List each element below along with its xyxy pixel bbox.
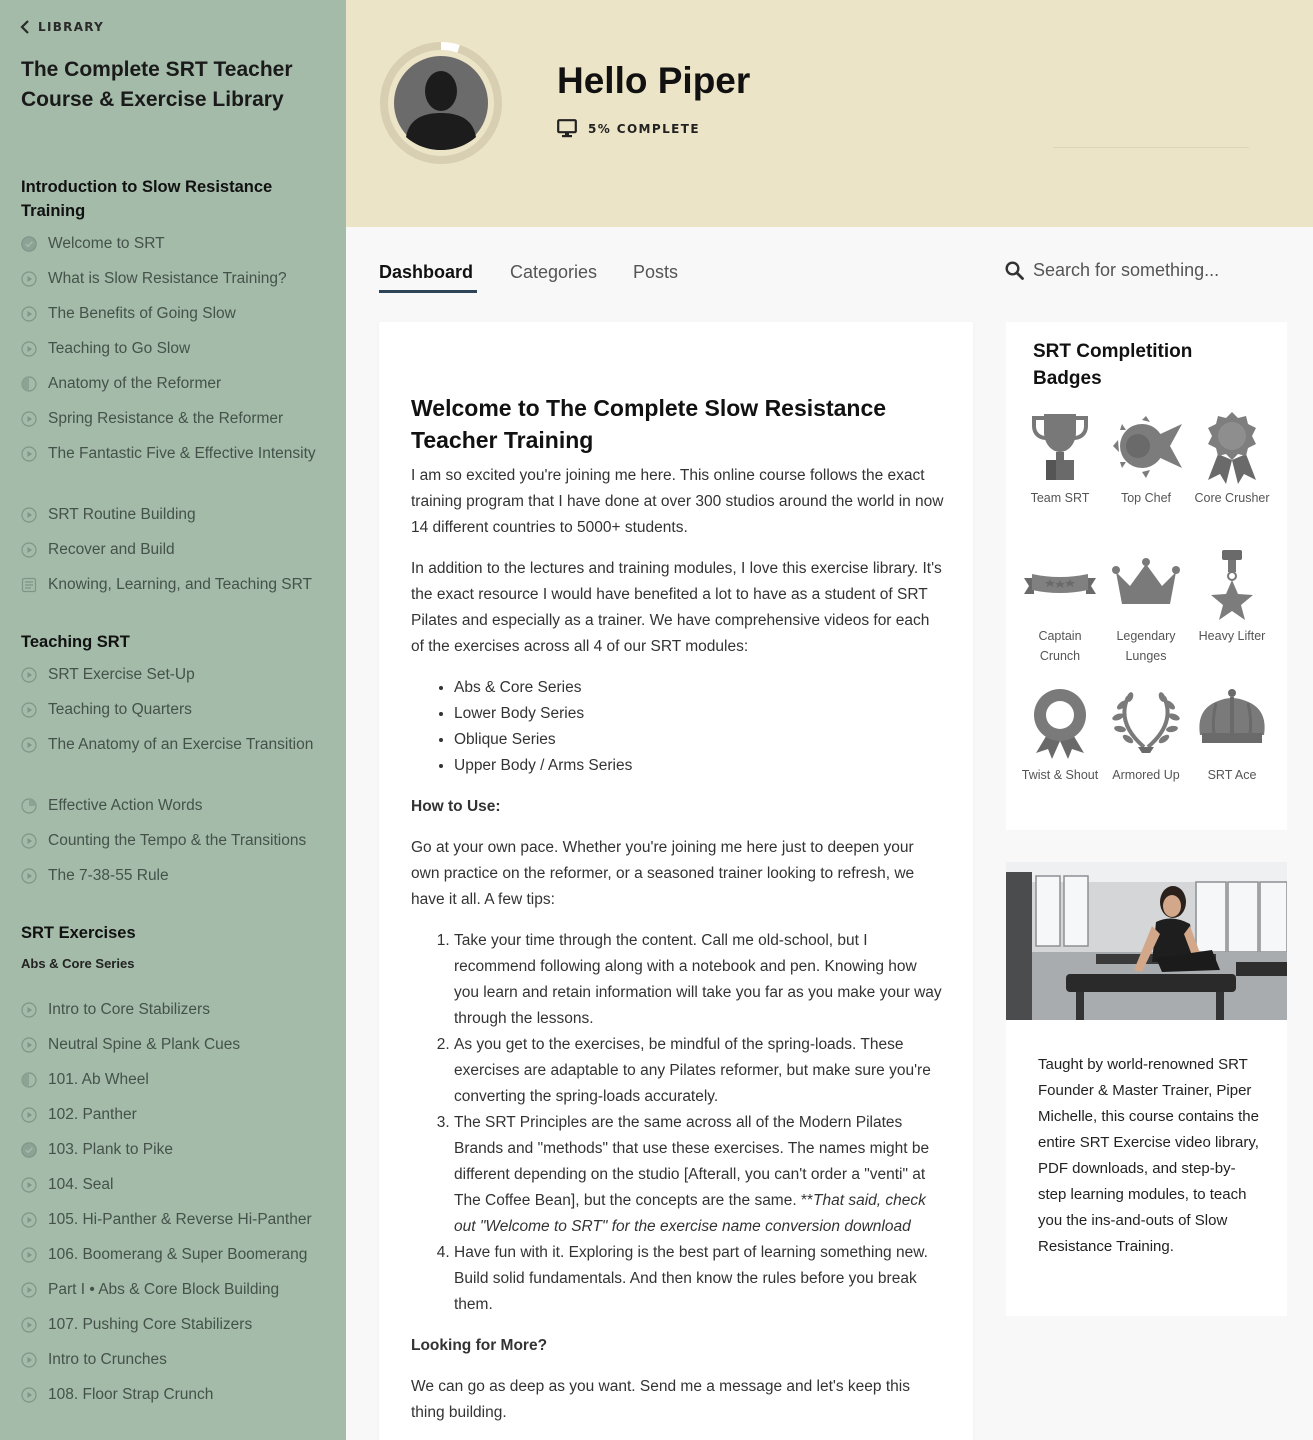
lesson-label: Neutral Spine & Plank Cues xyxy=(48,1036,241,1053)
badge-name: Captain Crunch xyxy=(1038,629,1082,663)
badge-srt-ace[interactable] xyxy=(1192,687,1272,785)
lesson-label: The 7-38-55 Rule xyxy=(48,867,169,884)
lesson-label: Intro to Core Stabilizers xyxy=(48,1001,210,1018)
sidebar-lesson-item[interactable] xyxy=(21,698,331,723)
play-circle-icon xyxy=(21,1352,37,1368)
play-circle-icon xyxy=(21,1212,37,1228)
badge-name: Legendary Lunges xyxy=(1116,629,1176,663)
lesson-label: 103. Plank to Pike xyxy=(48,1141,173,1158)
play-circle-icon xyxy=(21,542,37,558)
active-tab-indicator xyxy=(379,290,477,293)
sidebar-lesson-item[interactable] xyxy=(21,1313,331,1338)
lesson-label: The Benefits of Going Slow xyxy=(48,305,236,322)
lesson-label: What is Slow Resistance Training? xyxy=(48,270,287,287)
lesson-label: 101. Ab Wheel xyxy=(48,1071,149,1088)
instructor-promo-card xyxy=(1006,862,1287,1316)
play-circle-icon xyxy=(21,1387,37,1403)
play-circle-icon xyxy=(21,868,37,884)
badge-twist-and-shout[interactable] xyxy=(1020,687,1100,785)
lesson-label: The Fantastic Five & Effective Intensity xyxy=(48,445,316,462)
sidebar-lesson-item[interactable] xyxy=(21,538,331,563)
lesson-label: Intro to Crunches xyxy=(48,1351,167,1368)
play-circle-icon xyxy=(21,1177,37,1193)
sidebar-lesson-item[interactable] xyxy=(21,337,331,362)
tips-list xyxy=(411,928,945,1318)
play-circle-icon xyxy=(21,833,37,849)
badge-name: Core Crusher xyxy=(1194,491,1270,505)
check-circle-icon xyxy=(21,1142,37,1158)
sidebar-lesson-item[interactable] xyxy=(21,864,331,889)
intro-paragraph-1: I am so excited you're joining me here. This online course follows the exact training program that I have done at over 300 studios around the world in now 14 different countries to 5000+ students. xyxy=(411,467,944,536)
sidebar-lesson-item[interactable] xyxy=(21,794,331,819)
sidebar-lesson-item[interactable] xyxy=(21,1383,331,1408)
badge-name: Top Chef xyxy=(1120,491,1172,505)
back-link-label: LIBRARY xyxy=(38,20,105,34)
monitor-icon xyxy=(557,119,577,138)
tab-dashboard[interactable]: Dashboard xyxy=(379,262,474,282)
badge-team-srt[interactable] xyxy=(1020,410,1100,508)
play-circle-icon xyxy=(21,271,37,287)
sidebar-lesson-item[interactable] xyxy=(21,829,331,854)
sidebar-lesson-item[interactable] xyxy=(21,407,331,432)
play-circle-icon xyxy=(21,1002,37,1018)
lesson-label: Recover and Build xyxy=(48,541,175,558)
course-progress xyxy=(557,119,700,138)
lesson-label: Teaching to Go Slow xyxy=(48,340,191,357)
play-circle-icon xyxy=(21,667,37,683)
rosette-icon xyxy=(1194,410,1270,486)
lesson-label: 107. Pushing Core Stabilizers xyxy=(48,1316,253,1333)
badge-core-crusher[interactable] xyxy=(1192,410,1272,508)
tip-text: The SRT Principles are the same across all of the Modern Pilates Brands and "methods" that use these exercises. The names might be different depending on the studio [Afterall, you can't order a "venti" at The Coffee Bean], but the concepts are the same. ** xyxy=(454,1114,930,1209)
tip-italic-note: That said, check out "Welcome to SRT" for the exercise name conversion download xyxy=(454,1192,926,1235)
badges-title: SRT Completition Badges xyxy=(1033,341,1193,389)
avatar[interactable] xyxy=(379,41,503,165)
looking-for-more-heading: Looking for More? xyxy=(411,1337,548,1354)
welcome-title: Welcome to The Complete Slow Resistance Teacher Training xyxy=(411,395,887,453)
laurel-icon xyxy=(1108,687,1184,763)
play-circle-icon xyxy=(21,306,37,322)
lesson-label: 104. Seal xyxy=(48,1176,114,1193)
lesson-label: Counting the Tempo & the Transitions xyxy=(48,832,307,849)
check-circle-icon xyxy=(21,236,37,252)
progress-text: 5% COMPLETE xyxy=(588,121,700,136)
lesson-label: Knowing, Learning, and Teaching SRT xyxy=(48,576,312,593)
play-circle-icon xyxy=(21,702,37,718)
intro-paragraph-2: In addition to the lectures and training modules, I love this exercise library. It's the exact resource I would have benefited a lot to have as a student of SRT Pilates and especially as a trainer. We have comprehensive videos for each of the exercises across all 4 of our SRT modules: xyxy=(411,560,942,655)
gear-badge-icon xyxy=(1108,410,1184,486)
tab-categories[interactable]: Categories xyxy=(510,262,598,282)
list-item: • Abs & Core Series xyxy=(454,675,945,701)
sidebar-lesson-item[interactable] xyxy=(21,503,331,528)
list-item: • Lower Body Series xyxy=(454,701,945,727)
lesson-label: Teaching to Quarters xyxy=(48,701,192,718)
module-list xyxy=(411,675,945,779)
badge-captain-crunch[interactable] xyxy=(1020,548,1100,666)
lesson-label: Effective Action Words xyxy=(48,797,203,814)
play-circle-icon xyxy=(21,1037,37,1053)
sidebar-lesson-item[interactable] xyxy=(21,267,331,292)
section-title[interactable]: Introduction to Slow Resistance Training xyxy=(21,178,273,220)
lesson-label: The Anatomy of an Exercise Transition xyxy=(48,736,314,753)
sidebar-lesson-item[interactable] xyxy=(21,998,331,1023)
sidebar-lesson-item[interactable] xyxy=(21,302,331,327)
course-title: The Complete SRT Teacher Course & Exercise Library xyxy=(21,58,293,111)
sidebar-lesson-item[interactable] xyxy=(21,1208,331,1233)
lesson-label: Spring Resistance & the Reformer xyxy=(48,410,284,427)
course-sidebar xyxy=(0,0,346,1440)
banner-icon xyxy=(1022,548,1098,624)
sidebar-lesson-item[interactable] xyxy=(21,1243,331,1268)
badge-name: SRT Ace xyxy=(1207,768,1257,782)
lesson-label: Welcome to SRT xyxy=(48,235,165,252)
play-circle-icon xyxy=(21,1282,37,1298)
play-circle-icon xyxy=(21,341,37,357)
search-bar[interactable] xyxy=(1005,260,1283,281)
lesson-label: SRT Exercise Set-Up xyxy=(48,666,195,683)
search-input[interactable] xyxy=(1033,260,1283,281)
tip-item xyxy=(454,1110,945,1240)
sidebar-lesson-item[interactable] xyxy=(21,372,331,397)
header-divider xyxy=(1053,147,1249,148)
lesson-label: Anatomy of the Reformer xyxy=(48,375,222,392)
quarter-circle-icon xyxy=(21,798,37,814)
lesson-label: SRT Routine Building xyxy=(48,506,196,523)
sidebar-lesson-item[interactable] xyxy=(21,1348,331,1373)
sidebar-lesson-item[interactable] xyxy=(21,1173,331,1198)
sidebar-lesson-item[interactable] xyxy=(21,232,331,257)
list-item: • Upper Body / Arms Series xyxy=(454,753,945,779)
lesson-label: 105. Hi-Panther & Reverse Hi-Panther xyxy=(48,1211,312,1228)
chevron-left-icon xyxy=(20,20,30,34)
crown-icon xyxy=(1108,548,1184,624)
tab-posts[interactable]: Posts xyxy=(633,262,679,282)
lesson-label: 108. Floor Strap Crunch xyxy=(48,1386,214,1403)
play-circle-icon xyxy=(21,1107,37,1123)
document-icon xyxy=(21,577,37,593)
sidebar-lesson-item[interactable] xyxy=(21,1138,331,1163)
tip-item: 2. As you get to the exercises, be mindful of the spring-loads. These exercises are adaptable to any Pilates reformer, but make sure you're converting the spring-loads accurately. xyxy=(454,1032,945,1110)
badge-name: Team SRT xyxy=(1030,491,1090,505)
sidebar-lesson-item[interactable] xyxy=(21,573,331,598)
instructor-photo xyxy=(1006,862,1287,1020)
star-medal-icon xyxy=(1194,548,1270,624)
greeting-heading: Hello Piper xyxy=(557,60,751,101)
half-circle-icon xyxy=(21,376,37,392)
sidebar-lesson-item[interactable] xyxy=(21,1103,331,1128)
half-circle-icon xyxy=(21,1072,37,1088)
play-circle-icon xyxy=(21,507,37,523)
search-icon xyxy=(1005,261,1024,280)
looking-for-more-paragraph: We can go as deep as you want. Send me a message and let's keep this thing building. xyxy=(411,1378,910,1421)
section-title[interactable]: SRT Exercises xyxy=(21,924,136,942)
tip-item: 4. Have fun with it. Exploring is the best part of learning something new. Build solid fundamentals. And then know the rules before you break them. xyxy=(454,1240,945,1318)
sidebar-lesson-item[interactable] xyxy=(21,1033,331,1058)
back-to-library-link[interactable] xyxy=(20,20,104,34)
how-to-use-heading: How to Use: xyxy=(411,798,501,815)
subsection-title: Abs & Core Series xyxy=(21,956,135,971)
studio-photo-illustration xyxy=(1006,862,1287,1020)
lesson-label: 102. Panther xyxy=(48,1106,137,1123)
how-to-use-paragraph: Go at your own pace. Whether you're joining me here just to deepen your own practice on the reformer, or a seasoned trainer looking to refresh, we have it all. A few tips: xyxy=(411,839,915,908)
sidebar-lesson-item[interactable] xyxy=(21,663,331,688)
play-circle-icon xyxy=(21,446,37,462)
welcome-card xyxy=(379,322,973,1440)
play-circle-icon xyxy=(21,1317,37,1333)
badge-name: Heavy Lifter xyxy=(1198,629,1266,643)
promo-text: Taught by world-renowned SRT Founder & Master Trainer, Piper Michelle, this course contains the entire SRT Exercise video library, PDF downloads, and step-by-step learning modules, to teach you the ins-and-outs of Slow Resistance Training. xyxy=(1038,1056,1259,1255)
lesson-label: Part I • Abs & Core Block Building xyxy=(48,1281,280,1298)
sidebar-lesson-item[interactable] xyxy=(21,1068,331,1093)
badge-legendary-lunges[interactable] xyxy=(1106,548,1186,666)
badge-name: Armored Up xyxy=(1112,768,1180,782)
trophy-icon xyxy=(1022,410,1098,486)
badges-card xyxy=(1006,322,1287,830)
sidebar-lesson-item[interactable] xyxy=(21,442,331,467)
badge-armored-up[interactable] xyxy=(1106,687,1186,785)
badge-top-chef[interactable] xyxy=(1106,410,1186,508)
lesson-label: 106. Boomerang & Super Boomerang xyxy=(48,1246,308,1263)
play-circle-icon xyxy=(21,411,37,427)
badge-name: Twist & Shout xyxy=(1021,768,1099,782)
badge-heavy-lifter[interactable] xyxy=(1192,548,1272,646)
tip-item: 1. Take your time through the content. Call me old-school, but I recommend following along with a notebook and pen. Knowing how you learn and retain information will take you far as you make your way through the lessons. xyxy=(454,928,945,1032)
list-item: • Oblique Series xyxy=(454,727,945,753)
section-title[interactable]: Teaching SRT xyxy=(21,633,130,651)
ribbon-award-icon xyxy=(1022,687,1098,763)
play-circle-icon xyxy=(21,737,37,753)
profile-header xyxy=(346,0,1313,227)
royal-crown-icon xyxy=(1194,687,1270,763)
sidebar-lesson-item[interactable] xyxy=(21,733,331,758)
play-circle-icon xyxy=(21,1247,37,1263)
sidebar-lesson-item[interactable] xyxy=(21,1278,331,1303)
